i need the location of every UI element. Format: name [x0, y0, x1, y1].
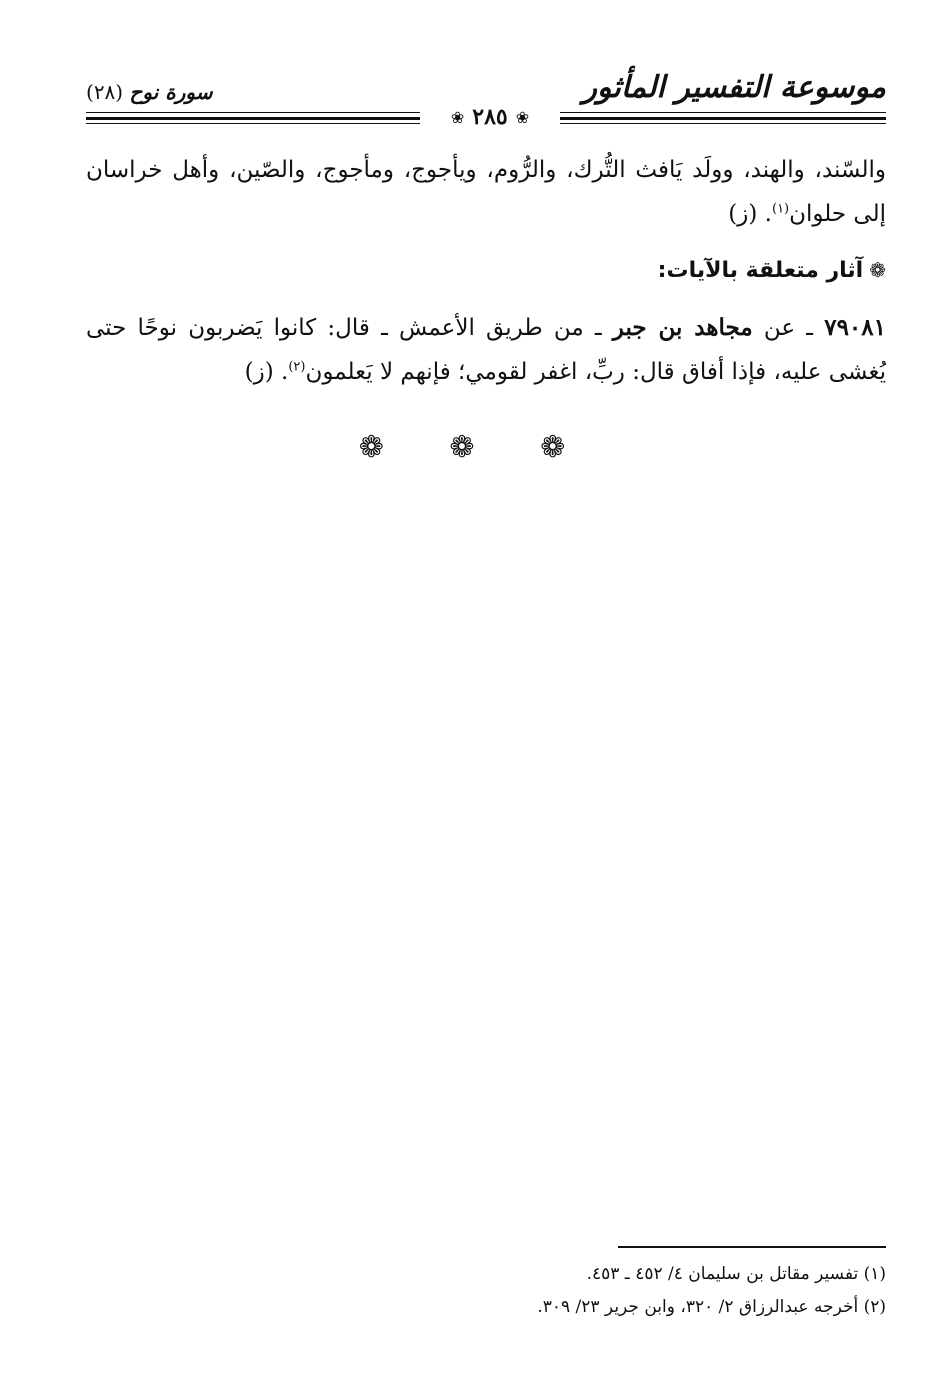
page-number: ٢٨٥: [472, 104, 508, 130]
ornament-left-icon: ❀: [450, 107, 465, 127]
paragraph1-tail: . (ز): [728, 201, 772, 227]
paragraph-continuation: [86, 148, 886, 236]
footnote-ref-1[interactable]: (١): [771, 201, 790, 217]
ornament-right-icon: ❀: [515, 107, 530, 127]
book-title: موسوعة التفسير المأثور: [582, 70, 886, 105]
section-heading: [86, 258, 886, 283]
flower-icon: ❁: [869, 258, 886, 282]
athar-tail: . (ز): [244, 359, 289, 385]
footnote-rule: [618, 1246, 886, 1248]
footnote-2: (٢) أخرجه عبدالرزاق ٢/ ٣٢٠، وابن جرير ٢٣/ ٣٠٩.: [537, 1297, 886, 1317]
page-number-badge: [420, 102, 560, 132]
paragraph1-text: والسّند، والهند، وولَد يَافث التُّرك، والرُّوم، ويأجوج، ومأجوج، والصّين، وأهل خراسان إلى حلوان: [86, 157, 886, 227]
surah-number: (٢٨): [86, 80, 124, 104]
athar-dash: ـ عن: [752, 315, 825, 341]
surah-header: [86, 80, 212, 104]
surah-name: سورة نوح: [129, 80, 213, 104]
athar-paragraph: [86, 306, 886, 394]
footnote-1: (١) تفسير مقاتل بن سليمان ٤/ ٤٥٢ ـ ٤٥٣.: [586, 1264, 886, 1284]
footnote-ref-2[interactable]: (٢): [288, 359, 306, 375]
athar-number: ٧٩٠٨١: [824, 314, 886, 341]
athar-narrator: مجاهد بن جبر: [612, 314, 753, 341]
section-heading-text: آثار متعلقة بالآيات:: [657, 258, 864, 283]
section-separator-stars: ❁ ❁ ❁: [358, 430, 594, 465]
athar-text: ـ من طريق الأعمش ـ قال: كانوا يَضربون نوحًا حتى يُغشى عليه، فإذا أفاق قال: ربِّ، اغفر لقومي؛ فإنهم لا يَعلمون: [86, 315, 886, 385]
